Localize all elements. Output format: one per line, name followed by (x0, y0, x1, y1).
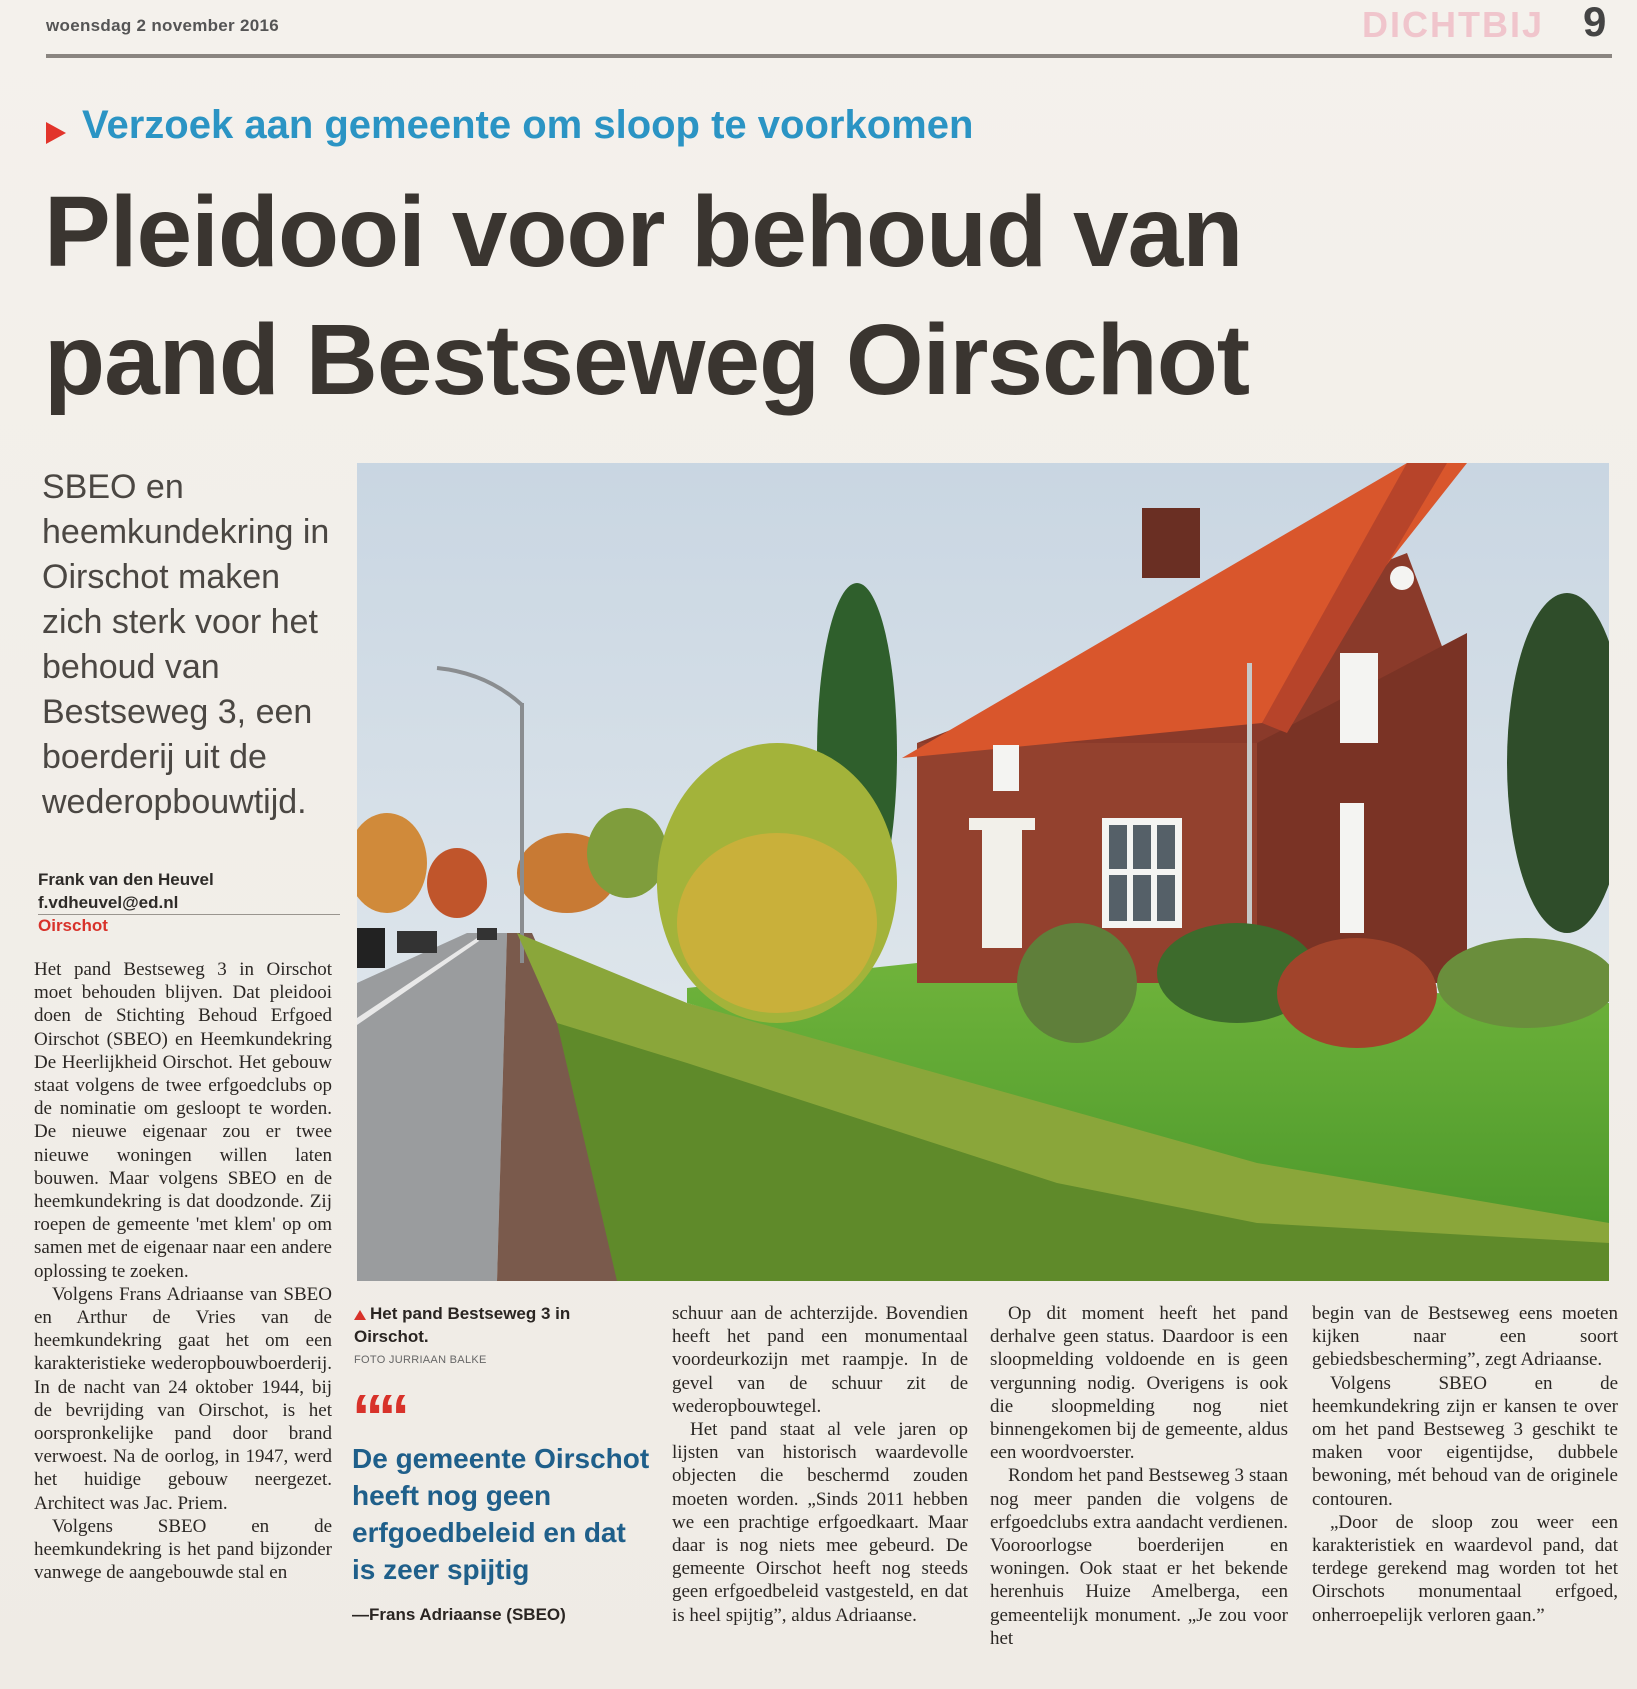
headline-line-1: Pleidooi voor behoud van (44, 176, 1243, 288)
headline-line-2: pand Bestseweg Oirschot (44, 304, 1250, 416)
article-photo (357, 463, 1609, 1281)
article-intro: SBEO en heemkundekring in Oirschot maken zich sterk voor het behoud van Bestseweg 3, een boerderij uit de wederopbouwtijd. (42, 468, 330, 821)
photo-caption-text: Het pand Bestseweg 3 in Oirschot. (354, 1304, 571, 1346)
body-paragraph: Op dit moment heeft het pand derhalve geen status. Daardoor is een sloopmelding voldoende en is geen vergunning nodig. Overigens is ook die sloopmelding nog niet binnengekomen bij de gemeente, aldus een woordvoerster. (990, 1303, 1288, 1464)
byline-location: Oirschot (38, 916, 108, 935)
article-kicker: Verzoek aan gemeente om sloop te voorkomen (82, 103, 974, 147)
kicker-arrow-icon (46, 122, 66, 144)
body-column-5 (1312, 1302, 1618, 1627)
body-paragraph: Rondom het pand Bestseweg 3 staan nog meer panden die volgens de erfgoedclubs extra aandacht verdienen. Vooroorlogse boerderijen en woningen. Ook staat er het bekende herenhuis Huize Amelberga, een gemeentelijk monument. „Je zou voor het (990, 1465, 1288, 1649)
house-photo-illustration (357, 463, 1609, 1281)
body-paragraph: Het pand staat al vele jaren op lijsten van historisch waardevolle objecten die beschermd zouden moeten worden. „Sinds 2011 hebben we een prachtige erfgoedkaart. Maar daar is nog niets mee gebeurd. De gemeente Oirschot heeft nog steeds geen erfgoedbeleid vastgesteld, en dat is heel spijtig”, aldus Adriaanse. (672, 1419, 968, 1626)
byline-email: f.vdheuvel@ed.nl (38, 893, 179, 912)
body-column-3 (672, 1302, 968, 1627)
section-name: DICHTBIJ (1362, 4, 1545, 45)
body-paragraph: begin van de Bestseweg eens moeten kijken naar een soort gebiedsbescherming”, zegt Adriaanse. (1312, 1303, 1618, 1371)
body-paragraph: Volgens SBEO en de heemkundekring zijn er kansen te over om het pand Bestseweg 3 geschikt te maken voor eigentijdse, dubbele bewoning, mét behoud van de originele contouren. (1312, 1372, 1618, 1510)
photo-credit: FOTO JURRIAAN BALKE (354, 1354, 487, 1366)
quote-mark-icon: ““ (352, 1381, 404, 1453)
body-paragraph: Volgens Frans Adriaanse van SBEO en Arthur de Vries van de heemkundekring gaat het om een karakteristieke wederopbouwboerderij. In de nacht van 24 oktober 1944, bij de bevrijding van Oirschot, is het oorspronkelijke pand door brand verwoest. Na de oorlog, in 1947, werd het huidige gebouw neergezet. Architect was Jac. Priem. (34, 1283, 332, 1514)
pull-quote-attribution: —Frans Adriaanse (SBEO) (352, 1605, 566, 1624)
body-column-1 (34, 958, 332, 1584)
byline-author: Frank van den Heuvel (38, 870, 214, 889)
body-paragraph: schuur aan de achterzijde. Bovendien heeft het pand een monumentaal voordeurkozijn met raampje. In de gevel van de schuur zit de wederopbouwtegel. (672, 1303, 968, 1417)
body-paragraph: Volgens SBEO en de heemkundekring is het pand bijzonder vanwege de aangebouwde stal en (34, 1515, 332, 1584)
header-rule (46, 54, 1612, 58)
body-paragraph: Het pand Bestseweg 3 in Oirschot moet behouden blijven. Dat pleidooi doen de Stichting Behoud Erfgoed Oirschot (SBEO) en Heemkundekring De Heerlijkheid Oirschot. Het gebouw staat volgens de twee erfgoedclubs op de nominatie om gesloopt te worden. De nieuwe eigenaar zou er twee nieuwe woningen willen laten bouwen. Maar volgens SBEO en de heemkundekring is dat doodzonde. Zij roepen de gemeente 'met klem' op om samen met de eigenaar naar een andere oplossing te zoeken. (34, 959, 332, 1282)
page-number: 9 (1583, 0, 1607, 45)
photo-caption (354, 1302, 624, 1348)
article-headline (44, 168, 1604, 424)
body-column-4 (990, 1302, 1288, 1650)
body-paragraph: „Door de sloop zou weer een karakteristiek en waardevol pand, dat terdege gerekend mag worden tot het Oirschots monumentaal erfgoed, onherroepelijk verloren gaan.” (1312, 1511, 1618, 1626)
byline-rule (38, 914, 340, 915)
pull-quote: De gemeente Oirschot heeft nog geen erfgoedbeleid en dat is zeer spijtig (352, 1443, 650, 1585)
issue-date: woensdag 2 november 2016 (46, 16, 280, 35)
byline (38, 868, 340, 937)
